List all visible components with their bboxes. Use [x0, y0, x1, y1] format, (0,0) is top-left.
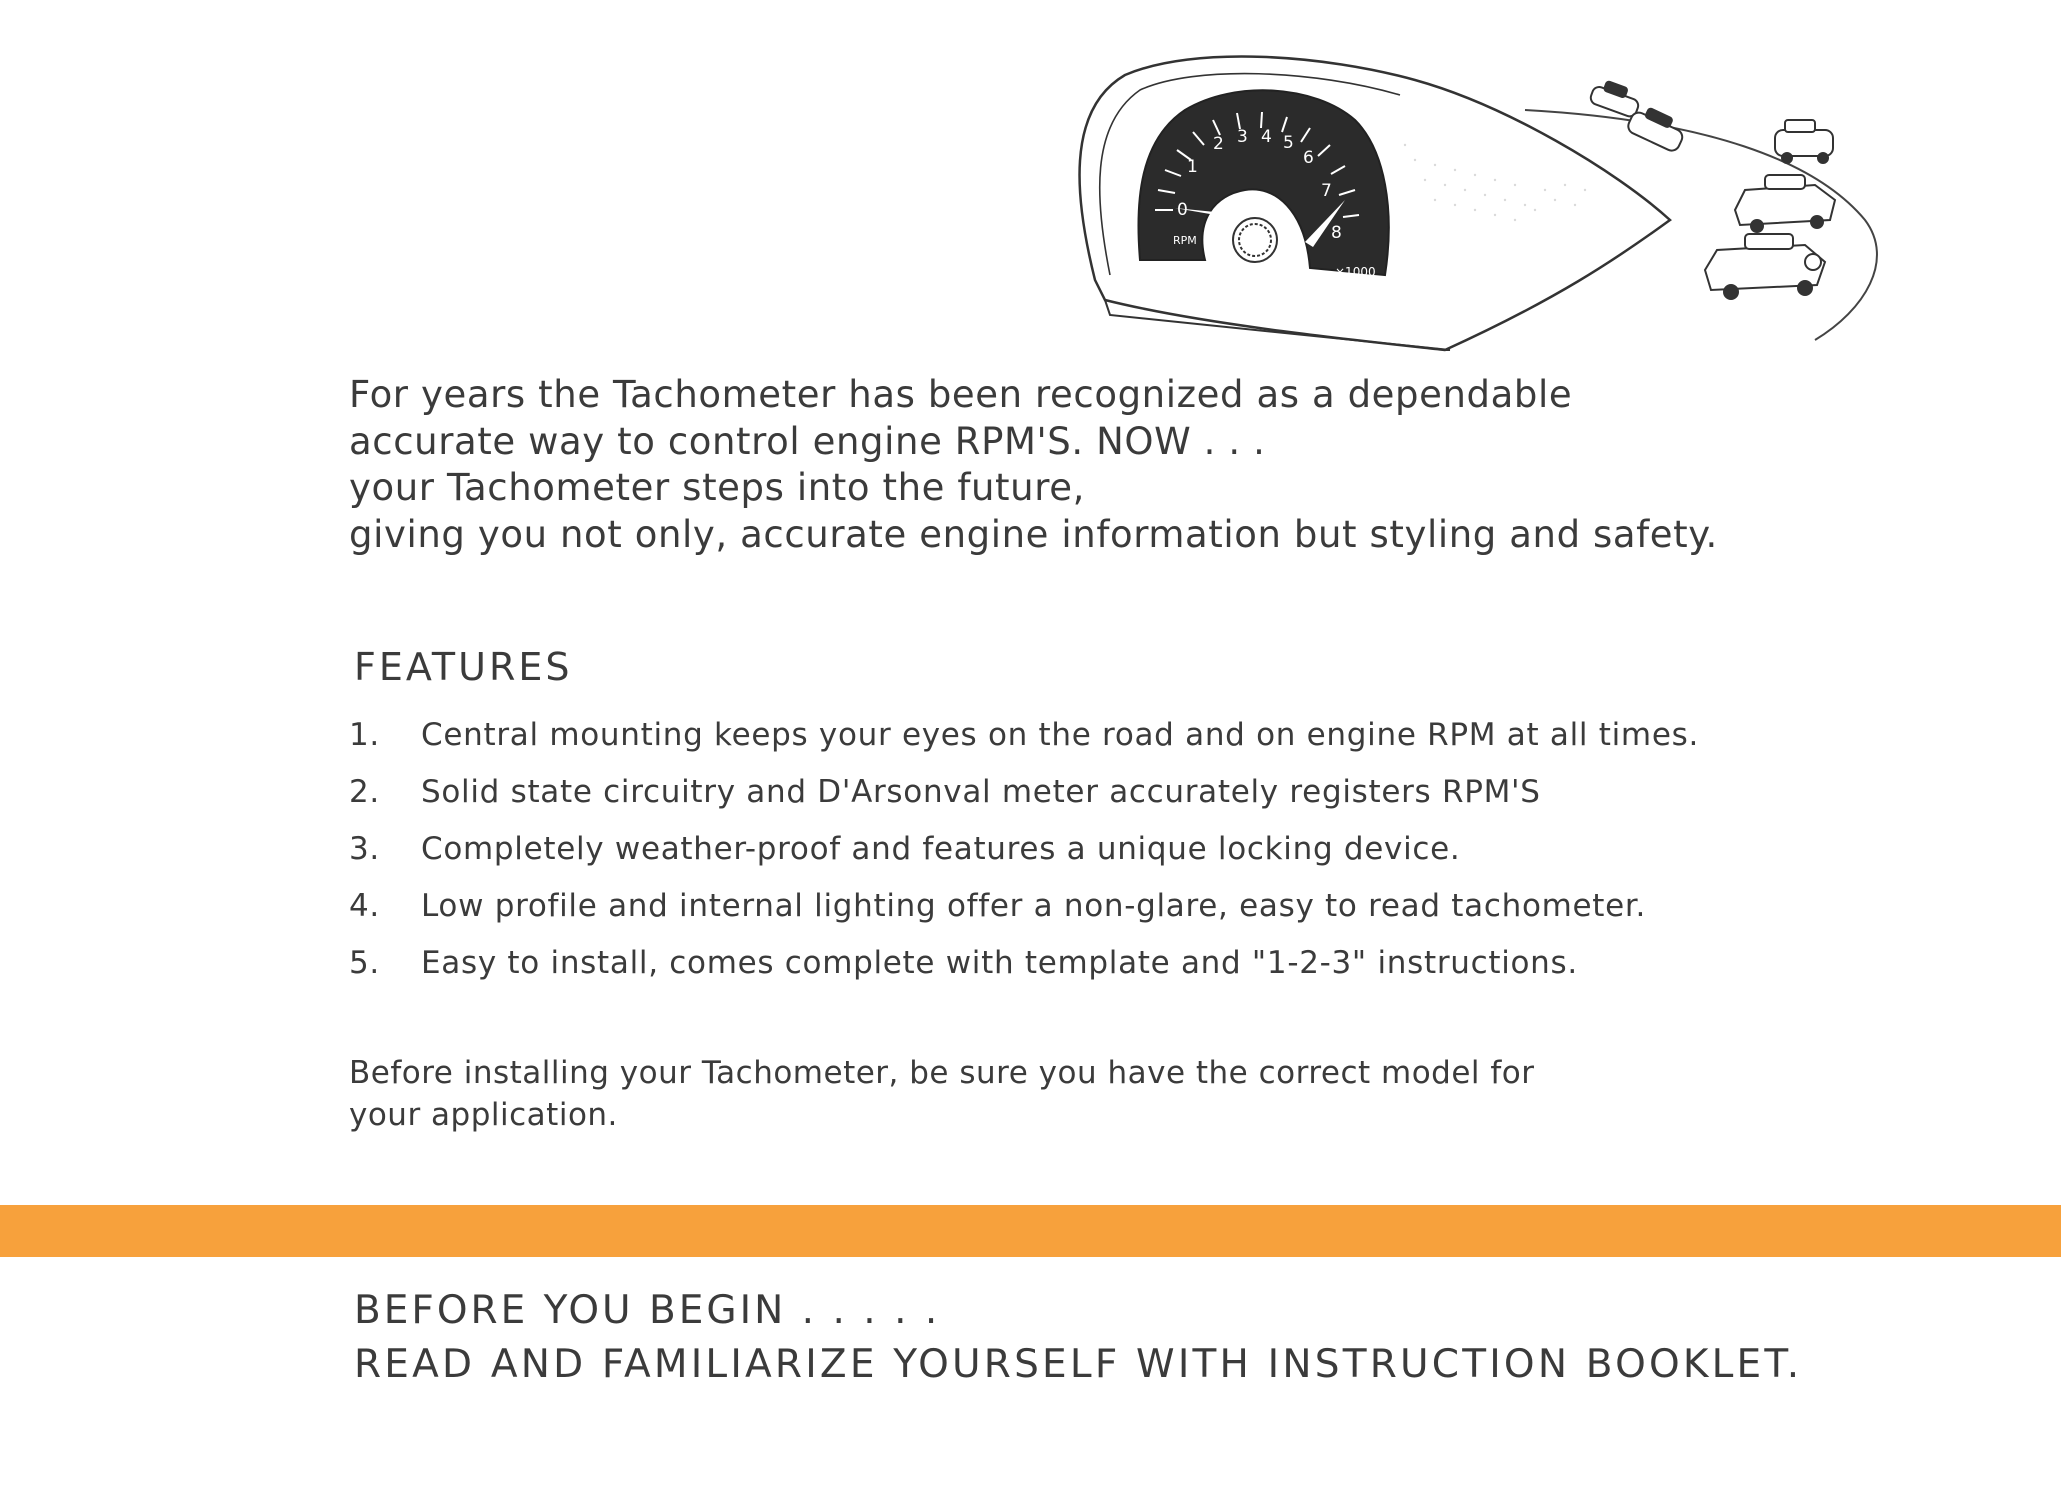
- gauge-tick-8: 8: [1331, 223, 1342, 243]
- feature-item: [349, 767, 1909, 824]
- before-you-begin-title: BEFORE YOU BEGIN . . . . .: [354, 1288, 941, 1333]
- features-list: [349, 710, 1909, 995]
- gauge-scale: ×1000: [1335, 265, 1376, 279]
- gauge-tick-1: 1: [1187, 157, 1198, 177]
- gauge-tick-7: 7: [1321, 181, 1332, 201]
- feature-item: [349, 824, 1909, 881]
- gauge-tick-3: 3: [1237, 127, 1248, 147]
- gauge-label-rpm: RPM: [1173, 234, 1197, 247]
- feature-text: Solid state circuitry and D'Arsonval meter accurately registers RPM'S: [421, 774, 1541, 810]
- gauge-tick-4: 4: [1261, 127, 1272, 147]
- intro-line-1: For years the Tachometer has been recognized as a dependable: [349, 373, 1573, 416]
- intro-line-3: your Tachometer steps into the future,: [349, 466, 1085, 509]
- intro-paragraph: [349, 372, 1849, 558]
- intro-line-4: giving you not only, accurate engine information but styling and safety.: [349, 512, 1718, 556]
- before-you-begin-subtitle: READ AND FAMILIARIZE YOURSELF WITH INSTRUCTION BOOKLET.: [354, 1342, 1803, 1387]
- gauge-tick-0: 0: [1177, 200, 1188, 220]
- tachometer-illustration: [1055, 50, 1975, 370]
- feature-text: Low profile and internal lighting offer a non-glare, easy to read tachometer.: [421, 888, 1647, 924]
- feature-number: 5.: [349, 945, 380, 981]
- features-heading: FEATURES: [354, 645, 573, 689]
- feature-number: 1.: [349, 717, 380, 753]
- gauge-tick-5: 5: [1283, 133, 1294, 153]
- orange-divider-band: [0, 1205, 2061, 1257]
- feature-text: Completely weather-proof and features a unique locking device.: [421, 831, 1461, 867]
- feature-text: Central mounting keeps your eyes on the road and on engine RPM at all times.: [421, 717, 1700, 753]
- intro-line-2: accurate way to control engine RPM'S. NOW . . .: [349, 419, 1266, 463]
- feature-number: 2.: [349, 774, 380, 810]
- note-line-2: your application.: [349, 1097, 618, 1133]
- installation-note: [349, 1052, 1649, 1136]
- feature-item: [349, 710, 1909, 767]
- feature-item: [349, 938, 1909, 995]
- note-line-1: Before installing your Tachometer, be sure you have the correct model for: [349, 1055, 1535, 1091]
- feature-number: 3.: [349, 831, 380, 867]
- gauge-tick-2: 2: [1213, 134, 1224, 154]
- feature-item: [349, 881, 1909, 938]
- before-you-begin-section: [354, 1285, 2004, 1393]
- gauge-tick-6: 6: [1303, 148, 1314, 168]
- feature-text: Easy to install, comes complete with template and "1-2-3" instructions.: [421, 945, 1578, 981]
- feature-number: 4.: [349, 888, 380, 924]
